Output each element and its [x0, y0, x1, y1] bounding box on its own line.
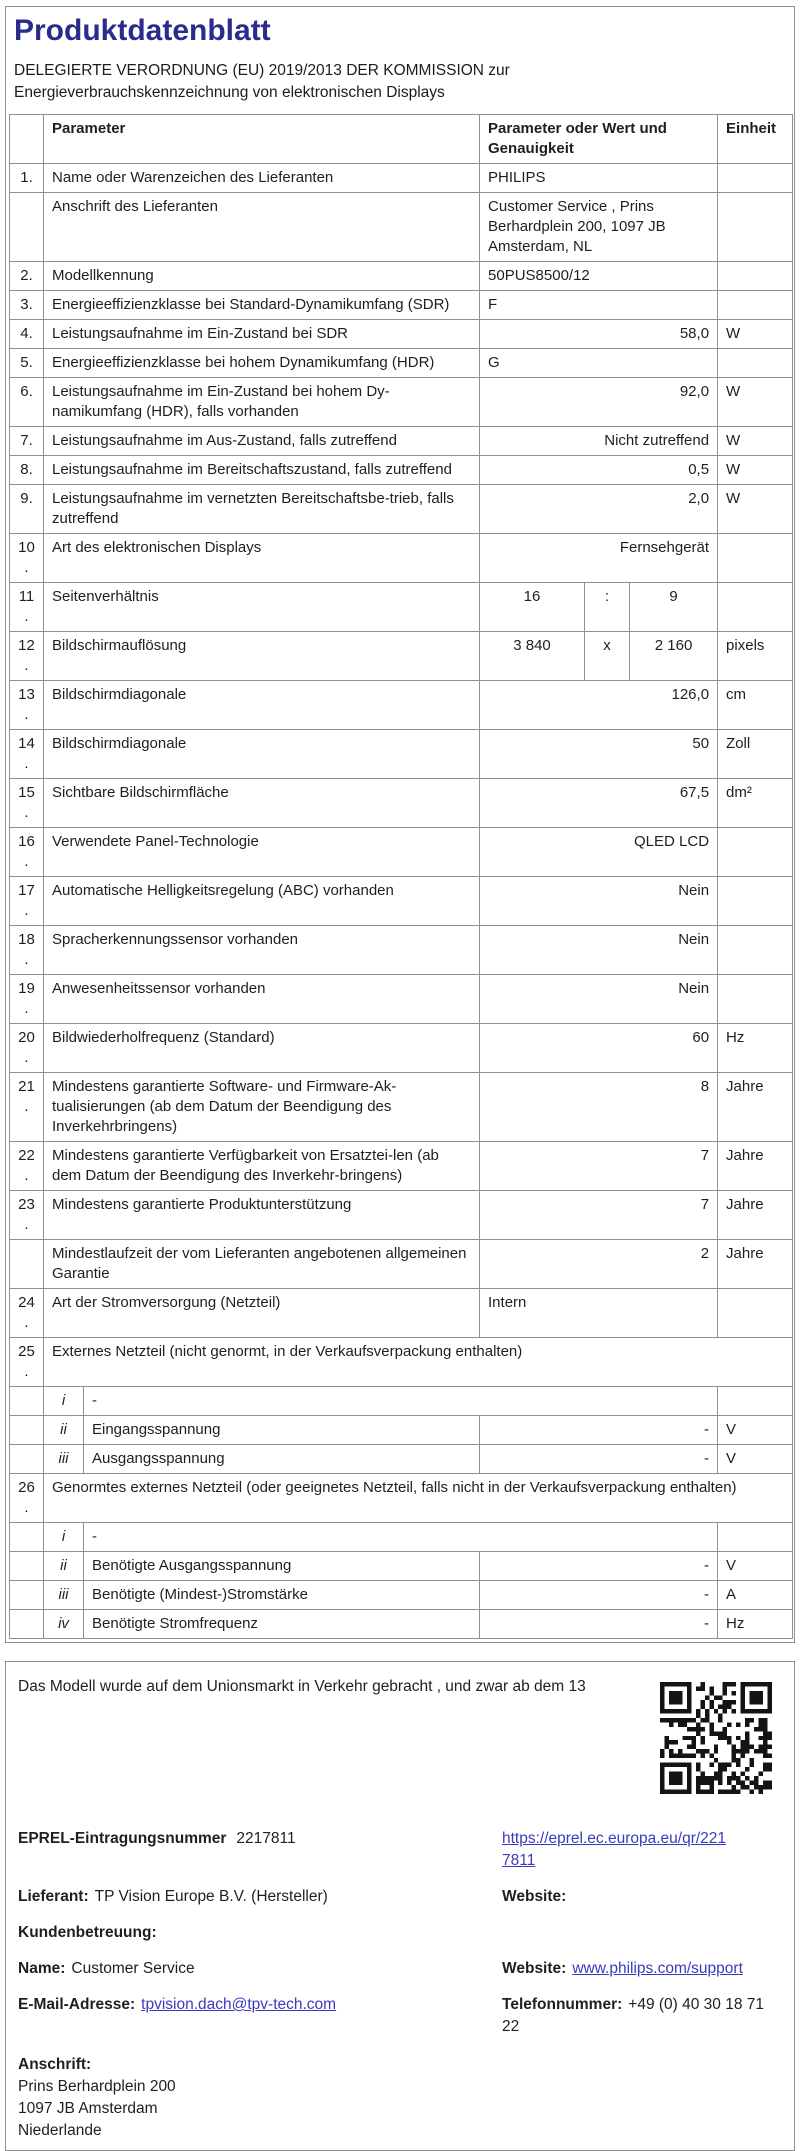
table-row [10, 534, 793, 583]
row-number-cell: 13. [10, 681, 44, 730]
value-cell: 8 [480, 1073, 718, 1142]
table-row [10, 1073, 793, 1142]
parameter-cell: Art der Stromversorgung (Netzteil) [44, 1289, 480, 1338]
market-note: Das Modell wurde auf dem Unionsmarkt in Verkehr gebracht , und zwar ab dem 13 [18, 1678, 586, 1695]
row-number-cell: 24. [10, 1289, 44, 1338]
email-link[interactable]: tpvision.dach@tpv-tech.com [141, 1996, 337, 2013]
table-row [10, 485, 793, 534]
row-number-cell: 23. [10, 1191, 44, 1240]
parameter-cell: Benötigte Ausgangsspannung [84, 1552, 480, 1581]
table-row [10, 1552, 793, 1581]
unit-cell [718, 534, 793, 583]
sub-index-cell: i [44, 1523, 84, 1552]
table-row [10, 828, 793, 877]
row-number-cell [10, 1610, 44, 1639]
unit-cell: Jahre [718, 1191, 793, 1240]
parameter-cell: Mindestens garantierte Verfügbarkeit von Ersatztei-len (ab dem Datum der Beendigung des Inverkehr-bringens) [44, 1142, 480, 1191]
row-number-cell: 21. [10, 1073, 44, 1142]
subtitle-line-2: Energieverbrauchskennzeichnung von elektronischen Displays [14, 84, 445, 101]
parameter-cell: Bildwiederholfrequenz (Standard) [44, 1024, 480, 1073]
name-label: Name: [18, 1960, 66, 1977]
value-cell: 16 [480, 583, 585, 632]
value-cell: 3 840 [480, 632, 585, 681]
unit-cell: V [718, 1552, 793, 1581]
table-row [10, 1289, 793, 1338]
name-value: Customer Service [71, 1960, 195, 1977]
name-row [18, 1958, 782, 1980]
value-cell: 7 [480, 1142, 718, 1191]
row-number-cell: 6. [10, 378, 44, 427]
unit-cell: Jahre [718, 1073, 793, 1142]
row-number-cell [10, 1581, 44, 1610]
support-website-link[interactable]: www.philips.com/support [572, 1960, 743, 1977]
value-cell: F [480, 291, 718, 320]
parameter-cell: Anwesenheitssensor vorhanden [44, 975, 480, 1024]
unit-cell: Jahre [718, 1142, 793, 1191]
value-cell: - [480, 1552, 718, 1581]
table-row [10, 164, 793, 193]
parameter-cell: Seitenverhältnis [44, 583, 480, 632]
unit-cell: V [718, 1445, 793, 1474]
unit-cell: V [718, 1416, 793, 1445]
value-cell: 58,0 [480, 320, 718, 349]
row-number-cell [10, 1387, 44, 1416]
email-label: E-Mail-Adresse: [18, 1996, 136, 2013]
row-number-cell: 7. [10, 427, 44, 456]
sub-index-cell: i [44, 1387, 84, 1416]
sub-index-cell: iii [44, 1445, 84, 1474]
unit-cell [718, 975, 793, 1024]
table-row [10, 262, 793, 291]
table-row [10, 681, 793, 730]
unit-cell [718, 291, 793, 320]
row-number-cell: 4. [10, 320, 44, 349]
row-number-cell: 3. [10, 291, 44, 320]
parameter-cell: Automatische Helligkeitsregelung (ABC) vorhanden [44, 877, 480, 926]
table-row [10, 378, 793, 427]
unit-cell: Hz [718, 1024, 793, 1073]
table-row [10, 1024, 793, 1073]
value-cell: - [480, 1445, 718, 1474]
row-number-cell [10, 1523, 44, 1552]
row-number-cell: 14. [10, 730, 44, 779]
value-cell: 0,5 [480, 456, 718, 485]
unit-cell: Jahre [718, 1240, 793, 1289]
value-cell: 60 [480, 1024, 718, 1073]
table-row [10, 926, 793, 975]
sub-index-cell: ii [44, 1552, 84, 1581]
header-value: Parameter oder Wert und Genauigkeit [480, 115, 718, 164]
value-cell: 2 160 [630, 632, 718, 681]
row-number-cell: 5. [10, 349, 44, 378]
unit-cell [718, 1523, 793, 1552]
table-row [10, 779, 793, 828]
value-cell: 126,0 [480, 681, 718, 730]
parameter-cell: Mindestens garantierte Software- und Firmware-Ak-tualisierungen (ab dem Datum der Beendigung des Inverkehrbringens) [44, 1073, 480, 1142]
value-cell: Nicht zutreffend [480, 427, 718, 456]
section-header-cell: Externes Netzteil (nicht genormt, in der Verkaufsverpackung enthalten) [44, 1338, 793, 1387]
value-cell: - [480, 1581, 718, 1610]
unit-cell [718, 828, 793, 877]
header-unit: Einheit [718, 115, 793, 164]
parameter-cell: Leistungsaufnahme im vernetzten Bereitschaftsbe-trieb, falls zutreffend [44, 485, 480, 534]
row-number-cell: 16. [10, 828, 44, 877]
row-number-cell: 25. [10, 1338, 44, 1387]
table-row [10, 632, 793, 681]
parameter-cell: Eingangsspannung [84, 1416, 480, 1445]
row-number-cell: 19. [10, 975, 44, 1024]
parameter-cell: Bildschirmdiagonale [44, 730, 480, 779]
header-parameter: Parameter [44, 115, 480, 164]
row-number-cell [10, 193, 44, 262]
row-number-cell: 12. [10, 632, 44, 681]
value-cell: - [480, 1610, 718, 1639]
parameter-cell: Bildschirmdiagonale [44, 681, 480, 730]
datasheet-box [5, 6, 795, 1643]
section-header-cell: Genormtes externes Netzteil (oder geeignetes Netzteil, falls nicht in der Verkaufsverpackung enthalten) [44, 1474, 793, 1523]
table-row [10, 1474, 793, 1523]
row-number-cell: 2. [10, 262, 44, 291]
table-row [10, 320, 793, 349]
table-row [10, 1142, 793, 1191]
unit-cell: W [718, 427, 793, 456]
row-number-cell [10, 1445, 44, 1474]
table-row [10, 583, 793, 632]
phone-value: +49 (0) 40 30 18 71 22 [502, 1996, 765, 2035]
unit-cell: Hz [718, 1610, 793, 1639]
value-cell: PHILIPS [480, 164, 718, 193]
parameter-cell: Anschrift des Lieferanten [44, 193, 480, 262]
row-number-cell: 1. [10, 164, 44, 193]
row-number-cell: 20. [10, 1024, 44, 1073]
row-number-cell: 11. [10, 583, 44, 632]
row-number-cell [10, 1416, 44, 1445]
parameter-cell: Mindestlaufzeit der vom Lieferanten angebotenen allgemeinen Garantie [44, 1240, 480, 1289]
anschrift-label: Anschrift: [18, 2056, 92, 2073]
kundenbetreuung-row [18, 1922, 782, 1944]
unit-cell: A [718, 1581, 793, 1610]
email-row [18, 1994, 782, 2038]
unit-cell: Zoll [718, 730, 793, 779]
eprel-number: 2217811 [236, 1830, 296, 1847]
unit-cell [718, 262, 793, 291]
value-cell: 50 [480, 730, 718, 779]
unit-cell: dm² [718, 779, 793, 828]
table-row [10, 1387, 793, 1416]
table-row [10, 1523, 793, 1552]
parameter-cell: Leistungsaufnahme im Bereitschaftszustand, falls zutreffend [44, 456, 480, 485]
value-cell: G [480, 349, 718, 378]
website2-label: Website: [502, 1960, 567, 1977]
table-row [10, 1191, 793, 1240]
parameter-cell: Benötigte Stromfrequenz [84, 1610, 480, 1639]
row-number-cell [10, 1552, 44, 1581]
unit-cell [718, 1387, 793, 1416]
value-cell: QLED LCD [480, 828, 718, 877]
unit-cell [718, 349, 793, 378]
value-cell: 7 [480, 1191, 718, 1240]
table-row [10, 877, 793, 926]
parameter-cell: Bildschirmauflösung [44, 632, 480, 681]
parameter-cell: Energieeffizienzklasse bei hohem Dynamikumfang (HDR) [44, 349, 480, 378]
value-cell: Nein [480, 975, 718, 1024]
unit-cell [718, 1289, 793, 1338]
value-cell: Nein [480, 926, 718, 975]
market-note-row [18, 1676, 782, 1828]
value-separator-cell: : [585, 583, 630, 632]
eprel-label: EPREL-Eintragungsnummer [18, 1830, 227, 1847]
parameter-cell: Leistungsaufnahme im Ein-Zustand bei SDR [44, 320, 480, 349]
table-row [10, 193, 793, 262]
value-cell: 2,0 [480, 485, 718, 534]
parameter-cell: Mindestens garantierte Produktunterstützung [44, 1191, 480, 1240]
address-line: Prins Berhardplein 200 [18, 2078, 176, 2095]
table-row [10, 975, 793, 1024]
row-number-cell: 10. [10, 534, 44, 583]
eprel-link[interactable]: https://eprel.ec.europa.eu/qr/2217811 [502, 1830, 727, 1869]
lieferant-label: Lieferant: [18, 1888, 89, 1905]
row-number-cell: 15. [10, 779, 44, 828]
unit-cell: W [718, 456, 793, 485]
table-row [10, 1581, 793, 1610]
value-cell: 9 [630, 583, 718, 632]
website-label: Website: [502, 1888, 567, 1905]
table-row [10, 349, 793, 378]
parameter-cell: Leistungsaufnahme im Aus-Zustand, falls zutreffend [44, 427, 480, 456]
row-number-cell [10, 1240, 44, 1289]
table-row [10, 1610, 793, 1639]
row-number-cell: 9. [10, 485, 44, 534]
table-row [10, 427, 793, 456]
value-cell: 92,0 [480, 378, 718, 427]
parameter-cell: Art des elektronischen Displays [44, 534, 480, 583]
value-separator-cell: x [585, 632, 630, 681]
footer-section [5, 1661, 795, 2151]
lieferant-row [18, 1886, 782, 1908]
value-cell: - [84, 1523, 718, 1552]
parameter-cell: Verwendete Panel-Technologie [44, 828, 480, 877]
table-row [10, 1445, 793, 1474]
header-empty-cell [10, 115, 44, 164]
parameter-cell: Ausgangsspannung [84, 1445, 480, 1474]
table-row [10, 456, 793, 485]
value-cell: 2 [480, 1240, 718, 1289]
unit-cell [718, 193, 793, 262]
address-line: 1097 JB Amsterdam [18, 2100, 158, 2117]
spec-table-body [10, 164, 793, 1639]
anschrift-row [18, 2054, 782, 2142]
qr-code [658, 1680, 774, 1796]
parameter-cell: Modellkennung [44, 262, 480, 291]
parameter-cell: Name oder Warenzeichen des Lieferanten [44, 164, 480, 193]
unit-cell [718, 164, 793, 193]
unit-cell: cm [718, 681, 793, 730]
value-cell: Fernsehgerät [480, 534, 718, 583]
row-number-cell: 8. [10, 456, 44, 485]
value-cell: Intern [480, 1289, 718, 1338]
table-row [10, 1416, 793, 1445]
unit-cell [718, 877, 793, 926]
subtitle-line-1: DELEGIERTE VERORDNUNG (EU) 2019/2013 DER KOMMISSION zur [14, 62, 510, 79]
row-number-cell: 26. [10, 1474, 44, 1523]
parameter-cell: Leistungsaufnahme im Ein-Zustand bei hohem Dy-namikumfang (HDR), falls vorhanden [44, 378, 480, 427]
value-cell: - [84, 1387, 718, 1416]
row-number-cell: 17. [10, 877, 44, 926]
table-row [10, 1240, 793, 1289]
row-number-cell: 18. [10, 926, 44, 975]
value-cell: - [480, 1416, 718, 1445]
unit-cell [718, 583, 793, 632]
parameter-cell: Energieeffizienzklasse bei Standard-Dynamikumfang (SDR) [44, 291, 480, 320]
unit-cell [718, 926, 793, 975]
sub-index-cell: ii [44, 1416, 84, 1445]
table-row [10, 1338, 793, 1387]
sub-index-cell: iii [44, 1581, 84, 1610]
phone-label: Telefonnummer: [502, 1996, 623, 2013]
value-cell: 67,5 [480, 779, 718, 828]
spec-table [9, 114, 793, 1639]
parameter-cell: Sichtbare Bildschirmfläche [44, 779, 480, 828]
table-row [10, 291, 793, 320]
unit-cell: W [718, 378, 793, 427]
value-cell: 50PUS8500/12 [480, 262, 718, 291]
unit-cell: pixels [718, 632, 793, 681]
value-cell: Customer Service , Prins Berhardplein 200, 1097 JB Amsterdam, NL [480, 193, 718, 262]
address-line: Niederlande [18, 2122, 102, 2139]
kundenbetreuung-label: Kundenbetreuung: [18, 1924, 157, 1941]
unit-cell: W [718, 320, 793, 349]
value-cell: Nein [480, 877, 718, 926]
sub-index-cell: iv [44, 1610, 84, 1639]
eprel-row [18, 1828, 782, 1872]
row-number-cell: 22. [10, 1142, 44, 1191]
table-header-row [10, 115, 793, 164]
lieferant-value: TP Vision Europe B.V. (Hersteller) [94, 1888, 328, 1905]
table-row [10, 730, 793, 779]
parameter-cell: Spracherkennungssensor vorhanden [44, 926, 480, 975]
parameter-cell: Benötigte (Mindest-)Stromstärke [84, 1581, 480, 1610]
page-title: Produktdatenblatt [14, 14, 271, 47]
unit-cell: W [718, 485, 793, 534]
